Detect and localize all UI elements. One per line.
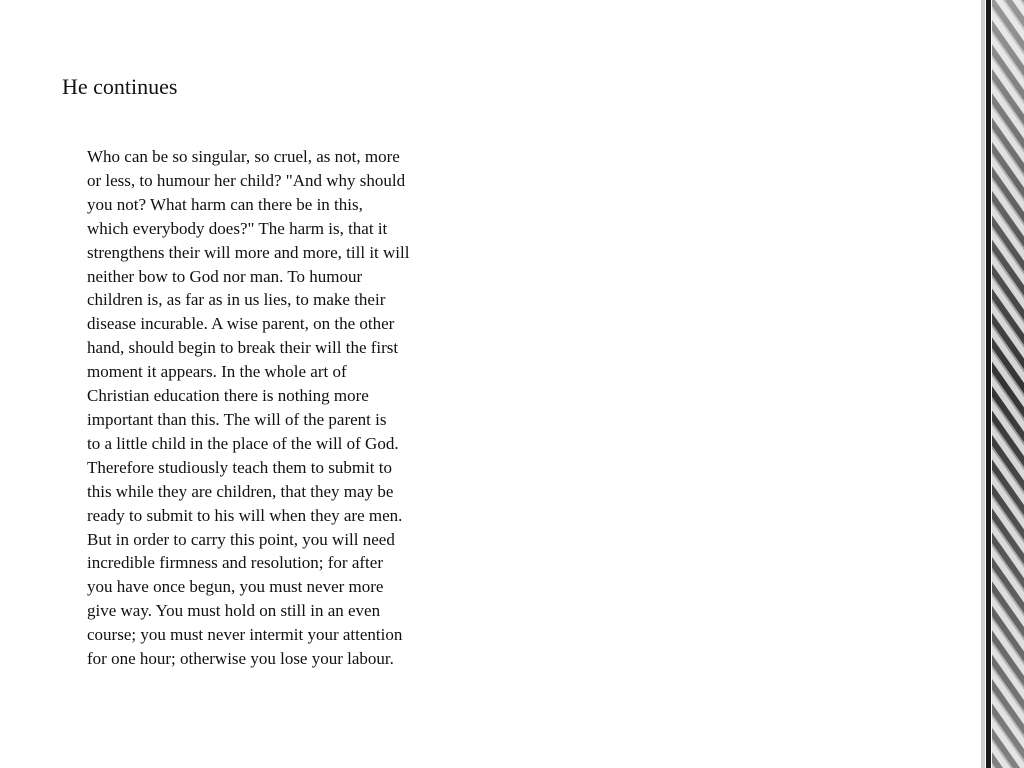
quote-line: disease incurable. A wise parent, on the other — [87, 314, 395, 334]
quote-line: which everybody does?" The harm is, that it — [87, 218, 388, 238]
quote-line: you not? What harm can there be in this, — [87, 194, 363, 214]
quote-line: Christian education there is nothing more — [87, 386, 369, 406]
quote-line: hand, should begin to break their will the first — [87, 338, 399, 358]
quote-line: for one hour; otherwise you lose your labour. — [87, 649, 394, 669]
quote-line: or less, to humour her child? "And why should — [87, 170, 406, 190]
quote-line: Therefore studiously teach them to submit to — [87, 457, 392, 477]
quote-line: course; you must never intermit your attention — [87, 625, 403, 645]
quote-line: important than this. The will of the parent is — [87, 409, 387, 429]
quote-line: But in order to carry this point, you will need — [87, 529, 395, 549]
quote-line: strengthens their will more and more, till it will — [87, 242, 410, 262]
quote-line: you have once begun, you must never more — [87, 577, 384, 597]
quote-line: children is, as far as in us lies, to make their — [87, 290, 386, 310]
quote-line: incredible firmness and resolution; for after — [87, 553, 383, 573]
quote-line: this while they are children, that they may be — [87, 481, 394, 501]
slide-title: He continues — [62, 74, 178, 99]
quote-block — [87, 145, 457, 671]
quote-line: ready to submit to his will when they are men. — [87, 505, 403, 525]
quote-line: Who can be so singular, so cruel, as not, more — [87, 147, 400, 166]
quote-line: to a little child in the place of the will of God. — [87, 433, 399, 453]
quote-line: moment it appears. In the whole art of — [87, 362, 347, 382]
side-border-decoration — [978, 0, 1024, 768]
quote-line: neither bow to God nor man. To humour — [87, 266, 363, 286]
quote-line: give way. You must hold on still in an even — [87, 601, 381, 621]
